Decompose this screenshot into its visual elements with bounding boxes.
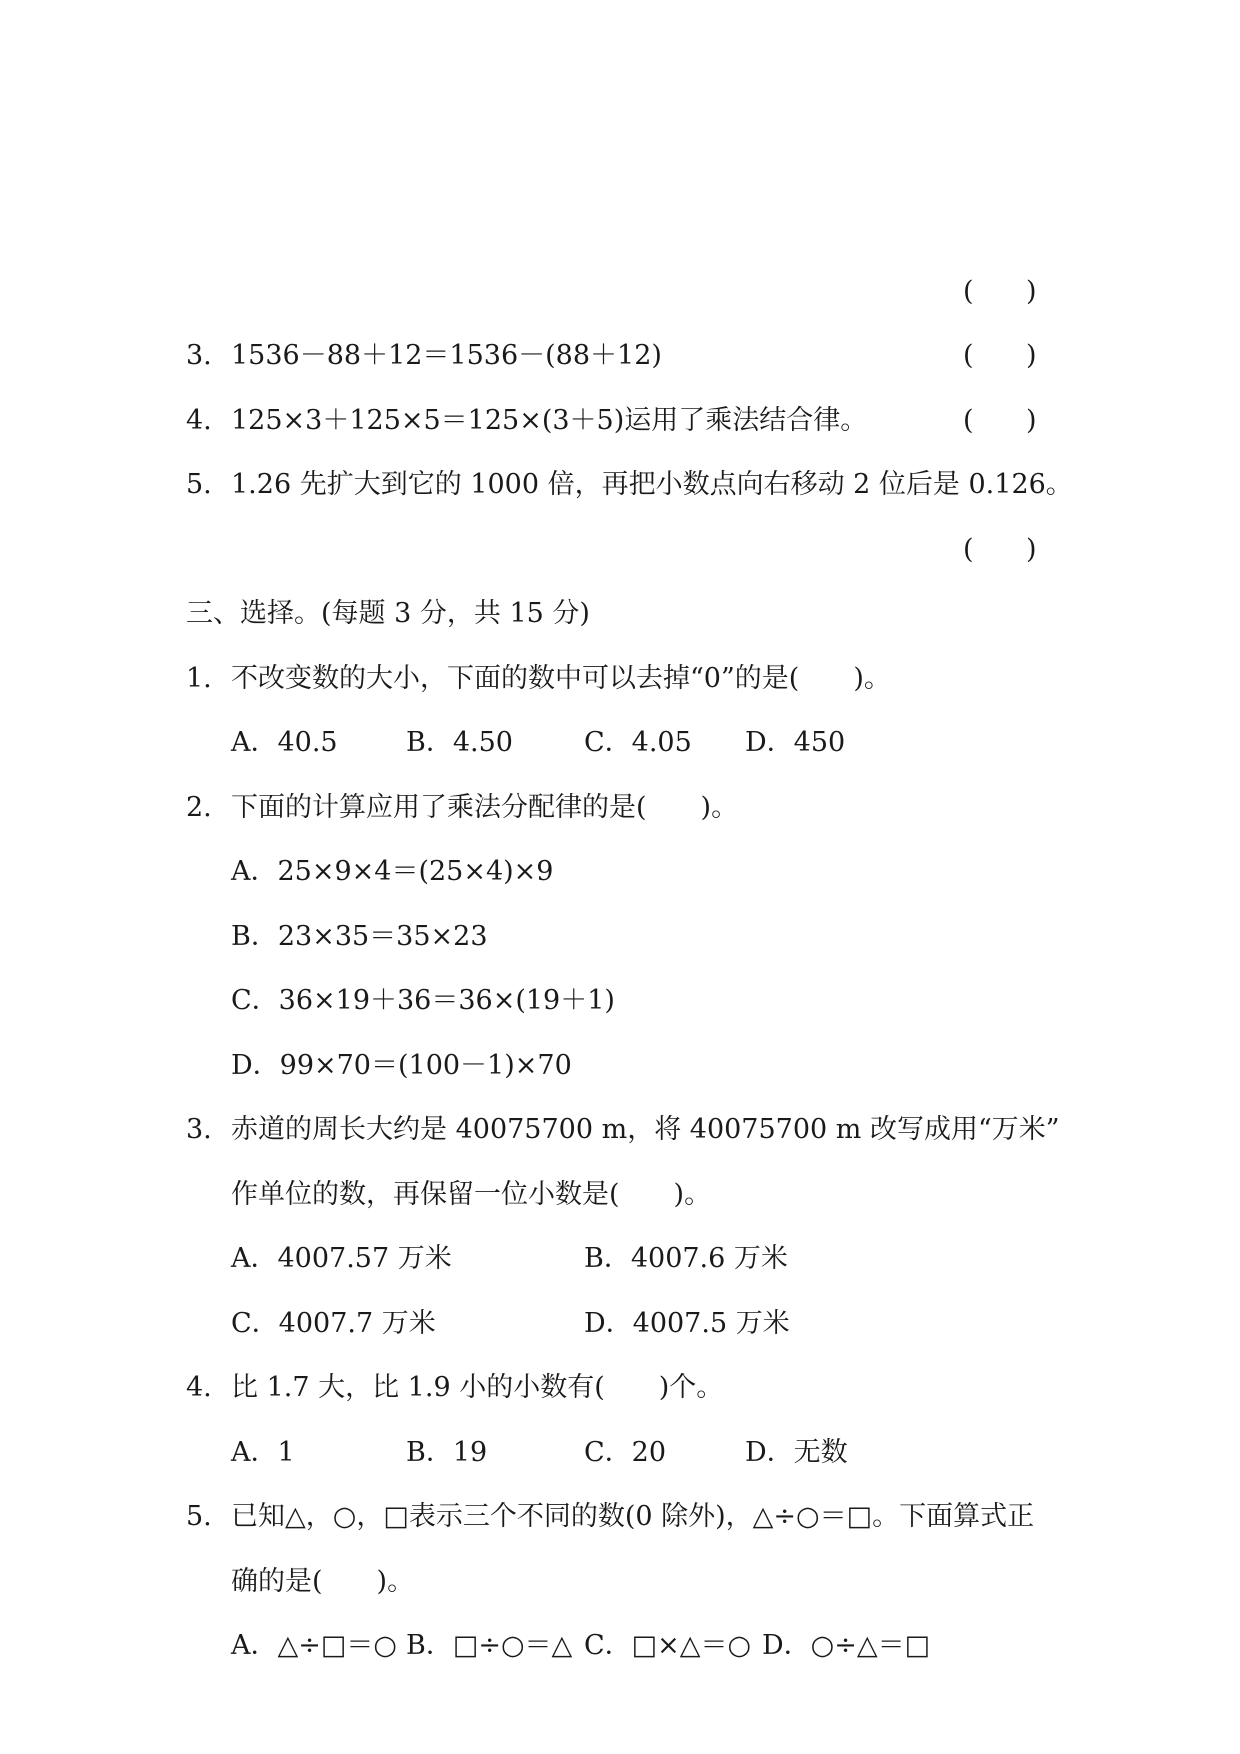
option-d: D．99×70＝(100－1)×70 — [231, 1050, 572, 1081]
question-text: 比 1.7 大，比 1.9 小的小数有( )个。 — [231, 1372, 724, 1403]
item-text: 1536－88＋12＝1536－(88＋12) — [231, 340, 662, 371]
item-number: 5. — [186, 469, 212, 500]
option-c: C．4.05 — [584, 727, 692, 758]
item-number: 3. — [186, 340, 212, 371]
item-text: 125×3＋125×5＝125×(3＋5)运用了乘法结合律。 — [231, 405, 868, 436]
option-c: C．20 — [584, 1437, 667, 1468]
question-text: 下面的计算应用了乘法分配律的是( )。 — [231, 792, 739, 823]
question-number: 5. — [186, 1501, 212, 1532]
option-a: A．40.5 — [231, 727, 338, 758]
question-text: 确的是( )。 — [231, 1566, 415, 1597]
option-a: A．4007.57 万米 — [231, 1243, 452, 1274]
option-d: D．450 — [745, 727, 846, 758]
option-d: D．无数 — [745, 1437, 848, 1468]
question-text: 不改变数的大小，下面的数中可以去掉“0”的是( )。 — [231, 663, 891, 694]
question-number: 2. — [186, 792, 212, 823]
question-text: 赤道的周长大约是 40075700 m，将 40075700 m 改写成用“万米” — [231, 1114, 1060, 1145]
item-number: 4. — [186, 405, 212, 436]
option-b: B．□÷○＝△ — [406, 1630, 573, 1661]
option-d: D．○÷△＝□ — [762, 1630, 931, 1661]
question-number: 1. — [186, 663, 212, 694]
question-number: 4. — [186, 1372, 212, 1403]
option-b: B．19 — [406, 1437, 488, 1468]
option-b: B．23×35＝35×23 — [231, 921, 488, 952]
item-text: 1.26 先扩大到它的 1000 倍，再把小数点向右移动 2 位后是 0.126。 — [231, 469, 1073, 500]
question-text: 作单位的数，再保留一位小数是( )。 — [231, 1179, 712, 1210]
option-c: C．□×△＝○ — [584, 1630, 752, 1661]
option-b: B．4007.6 万米 — [584, 1243, 788, 1274]
option-c: C．36×19＋36＝36×(19＋1) — [231, 985, 615, 1016]
option-d: D．4007.5 万米 — [584, 1308, 790, 1339]
option-a: A．△÷□＝○ — [231, 1630, 397, 1661]
option-b: B．4.50 — [406, 727, 513, 758]
question-text: 已知△，○，□表示三个不同的数(0 除外)，△÷○＝□。下面算式正 — [231, 1501, 1035, 1532]
worksheet-page: ( ) 3. 1536－88＋12＝1536－(88＋12) ( ) 4. 125×3＋125×5＝125×(3＋5)运用了乘法结合律。 ( ) 5. 1.26 先扩大到它的 1000 倍，再把小数点向右移动 2 位后是 0.126。 ( ) 三、选择。(每题 3 分，共 15 分) 1. 不改变数的大小，下面的数中可以去掉“0”的是( )。 A．40.5 B．4.50 C．4.05 D．450 2. 下面的计算应用了乘法分配律的是( )。 A．25×9×4＝(25×4)×9 B．23×35＝35×23 C．36×19＋36＝36×(19＋1) D．99×70＝(100－1)×70 3. 赤道的周长大约是 40075700 m，将 40075700 m 改写成用“万米” 作单位的数，再保留一位小数是( )。 A．4007.57 万米 B．4007.6 万米 C．4007.7 万米 D．4007.5 万米 4. 比 1.7 大，比 1.9 小的小数有( )个。 A．1 B．19 C．20 D．无数 5. 已知△，○，□表示三个不同的数(0 除外)，△÷○＝□。下面算式正 确的是( )。 A．△÷□＝○ B．□÷○＝△ C．□×△＝○ D．○÷△＝□ — [0, 0, 1240, 1754]
option-a: A．25×9×4＝(25×4)×9 — [231, 856, 554, 887]
option-a: A．1 — [231, 1437, 295, 1468]
question-number: 3. — [186, 1114, 212, 1145]
option-c: C．4007.7 万米 — [231, 1308, 436, 1339]
